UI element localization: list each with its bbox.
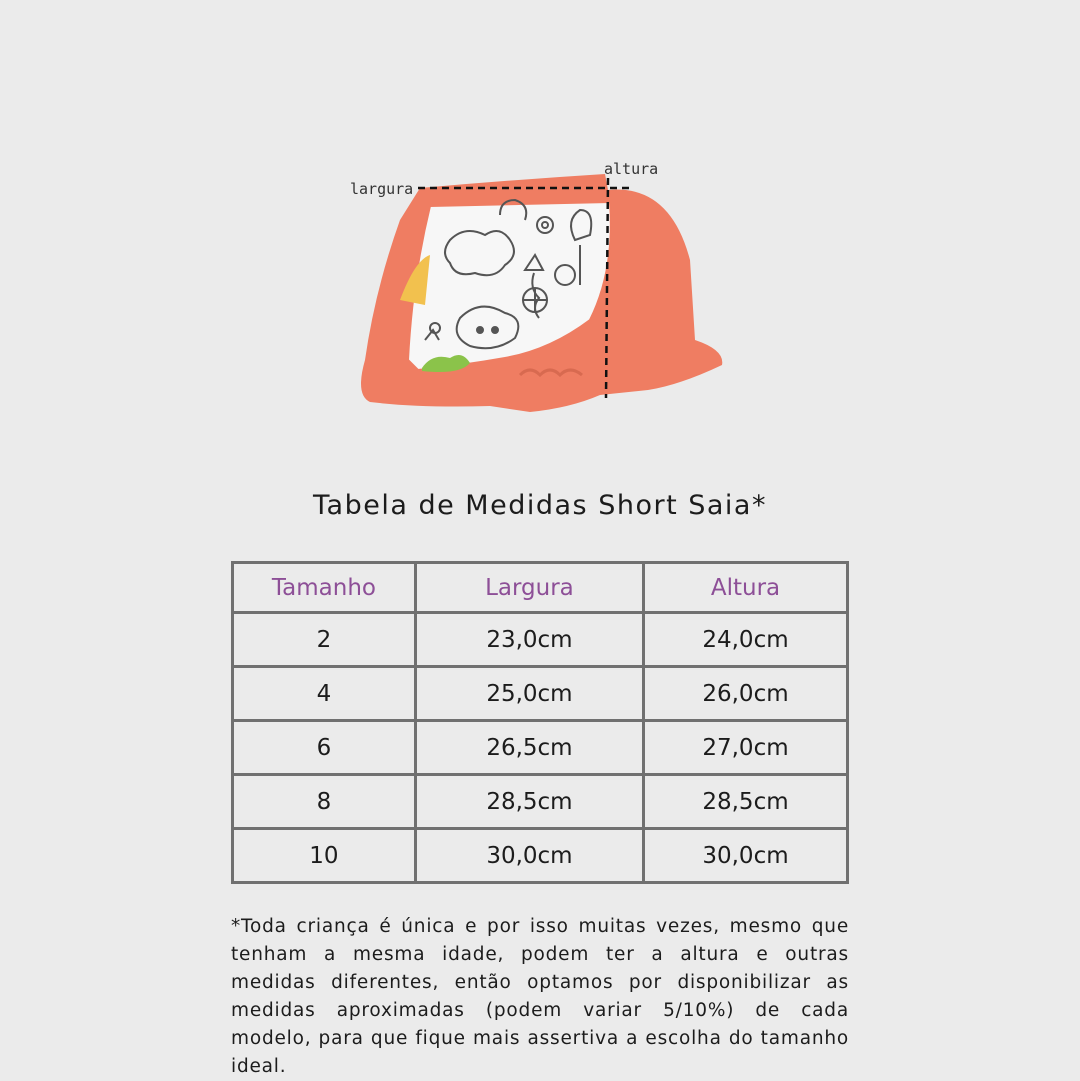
table-row [233, 775, 848, 829]
header-altura: Altura [644, 563, 848, 613]
cell-width: 30,0cm [415, 829, 643, 883]
cell-size: 4 [233, 667, 416, 721]
cell-width: 28,5cm [415, 775, 643, 829]
table-row [233, 613, 848, 667]
cell-size: 8 [233, 775, 416, 829]
cell-height: 28,5cm [644, 775, 848, 829]
table-row [233, 721, 848, 775]
cell-height: 27,0cm [644, 721, 848, 775]
footnote: *Toda criança é única e por isso muitas vezes, mesmo que tenham a mesma idade, podem ter a altura e outras medidas diferentes, então optamos por disponibilizar as medidas aproximadas (podem variar 5/10%) de cada modelo, para que fique mais assertiva a escolha do tamanho ideal. [231, 916, 849, 1077]
cell-size: 2 [233, 613, 416, 667]
table-row [233, 829, 848, 883]
cell-height: 26,0cm [644, 667, 848, 721]
page-title: Tabela de Medidas Short Saia* [313, 490, 767, 521]
label-altura: altura [604, 160, 659, 178]
cell-height: 30,0cm [644, 829, 848, 883]
cell-width: 23,0cm [415, 613, 643, 667]
table-row [233, 667, 848, 721]
cell-size: 10 [233, 829, 416, 883]
cell-size: 6 [233, 721, 416, 775]
header-largura: Largura [415, 563, 643, 613]
label-largura: largura [350, 180, 414, 198]
cell-width: 25,0cm [415, 667, 643, 721]
size-table [231, 561, 849, 884]
cell-height: 24,0cm [644, 613, 848, 667]
cell-width: 26,5cm [415, 721, 643, 775]
header-tamanho: Tamanho [233, 563, 416, 613]
short-saia-illustration [330, 150, 750, 430]
table-header-row [233, 563, 848, 613]
